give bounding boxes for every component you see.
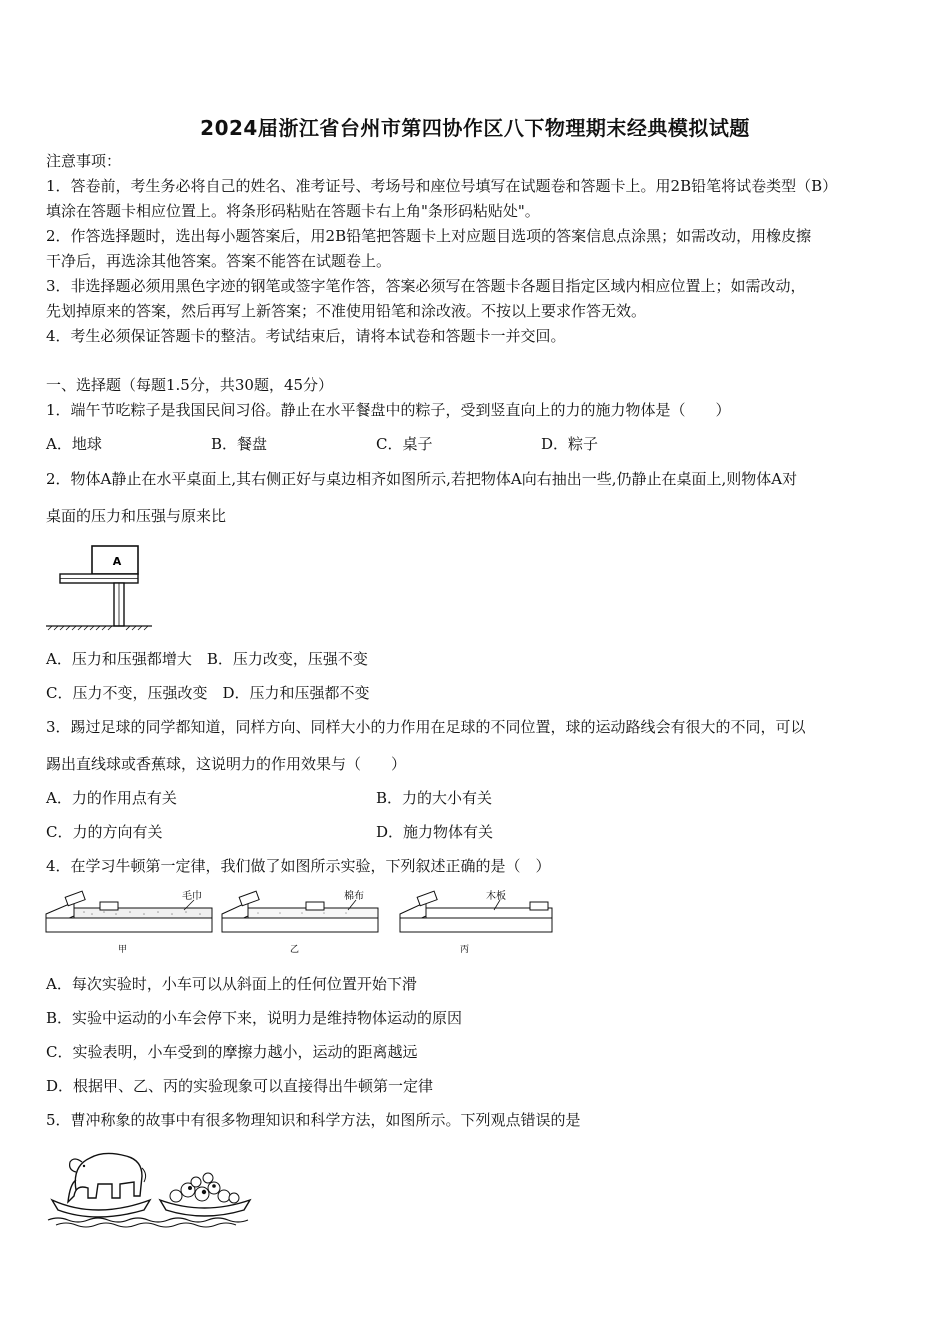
q1-option-b[interactable]: B．餐盘 xyxy=(211,435,268,453)
section-heading: 一、选择题（每题1.5分，共30题，45分） xyxy=(46,376,334,394)
question-2-stem: 2．物体A静止在水平桌面上,其右侧正好与桌边相齐如图所示,若把物体A向右抽出一些,仍静止在桌面上,则物体A对 xyxy=(46,470,798,488)
q1-option-c[interactable]: C．桌子 xyxy=(376,435,433,453)
q1-option-a[interactable]: A．地球 xyxy=(46,435,102,453)
question-2-stem-cont: 桌面的压力和压强与原来比 xyxy=(46,507,227,525)
notice-line: 先划掉原来的答案，然后再写上新答案；不准使用铅笔和涂改液。不按以上要求作答无效。 xyxy=(46,302,647,320)
panel-bing xyxy=(400,889,552,955)
q2-options-line-1[interactable]: A．压力和压强都增大 B．压力改变，压强不变 xyxy=(46,650,368,668)
question-3-stem: 3．踢过足球的同学都知道，同样方向、同样大小的力作用在足球的不同位置，球的运动路线会有很大的不同，可以 xyxy=(46,718,806,736)
question-4-stem: 4．在学习牛顿第一定律，我们做了如图所示实验，下列叙述正确的是（ ） xyxy=(46,857,551,875)
q4-option-d[interactable]: D．根据甲、乙、丙的实验现象可以直接得出牛顿第一定律 xyxy=(46,1077,434,1095)
notice-line: 1．答卷前，考生务必将自己的姓名、准考证号、考场号和座位号填写在试题卷和答题卡上。用2B铅笔将试卷类型（B） xyxy=(46,177,838,195)
question-5-stem: 5．曹冲称象的故事中有很多物理知识和科学方法，如图所示。下列观点错误的是 xyxy=(46,1111,581,1129)
q2-options-line-2[interactable]: C．压力不变，压强改变 D．压力和压强都不变 xyxy=(46,684,370,702)
q3-option-a[interactable]: A．力的作用点有关 xyxy=(46,789,177,807)
question-1-stem: 1．端午节吃粽子是我国民间习俗。静止在水平餐盘中的粽子，受到竖直向上的力的施力物体是（ ） xyxy=(46,401,731,419)
caption-yi: 乙 xyxy=(290,945,300,955)
caption-bing: 丙 xyxy=(460,945,470,955)
q4-option-a[interactable]: A．每次实验时，小车可以从斜面上的任何位置开始下滑 xyxy=(46,975,417,993)
panel-jia xyxy=(46,889,212,955)
question-3-stem-cont: 踢出直线球或香蕉球，这说明力的作用效果与（ ） xyxy=(46,755,407,773)
caption-jia: 甲 xyxy=(118,945,128,955)
notice-line: 干净后，再选涂其他答案。答案不能答在试题卷上。 xyxy=(46,252,392,270)
q3-option-d[interactable]: D．施力物体有关 xyxy=(376,823,494,841)
newton-experiment-figure xyxy=(44,888,556,958)
notice-line: 3．非选择题必须用黑色字迹的钢笔或签字笔作答，答案必须写在答题卡各题目指定区域内相应位置上；如需改动， xyxy=(46,277,806,295)
page-title: 2024届浙江省台州市第四协作区八下物理期末经典模拟试题 xyxy=(200,116,750,140)
q4-option-c[interactable]: C．实验表明，小车受到的摩擦力越小，运动的距离越远 xyxy=(46,1043,418,1061)
notice-line: 2．作答选择题时，选出每小题答案后，用2B铅笔把答题卡上对应题目选项的答案信息点涂黑；如需改动，用橡皮擦 xyxy=(46,227,812,245)
panel-yi xyxy=(222,889,378,955)
block-a-label: A xyxy=(112,555,122,568)
q1-option-d[interactable]: D．粽子 xyxy=(541,435,599,453)
label-wood: 木板 xyxy=(486,891,506,902)
q4-option-b[interactable]: B．实验中运动的小车会停下来，说明力是维持物体运动的原因 xyxy=(46,1009,463,1027)
notice-line: 填涂在答题卡相应位置上。将条形码粘贴在答题卡右上角"条形码粘贴处"。 xyxy=(46,202,540,220)
notice-line: 4．考生必须保证答题卡的整洁。考试结束后，请将本试卷和答题卡一并交回。 xyxy=(46,327,566,345)
elephant-boat-figure xyxy=(46,1144,256,1228)
notice-heading: 注意事项： xyxy=(46,152,122,170)
label-cotton: 棉布 xyxy=(344,891,364,902)
table-block-figure xyxy=(44,540,156,632)
q3-option-b[interactable]: B．力的大小有关 xyxy=(376,789,493,807)
label-towel: 毛巾 xyxy=(182,891,202,902)
q3-option-c[interactable]: C．力的方向有关 xyxy=(46,823,163,841)
